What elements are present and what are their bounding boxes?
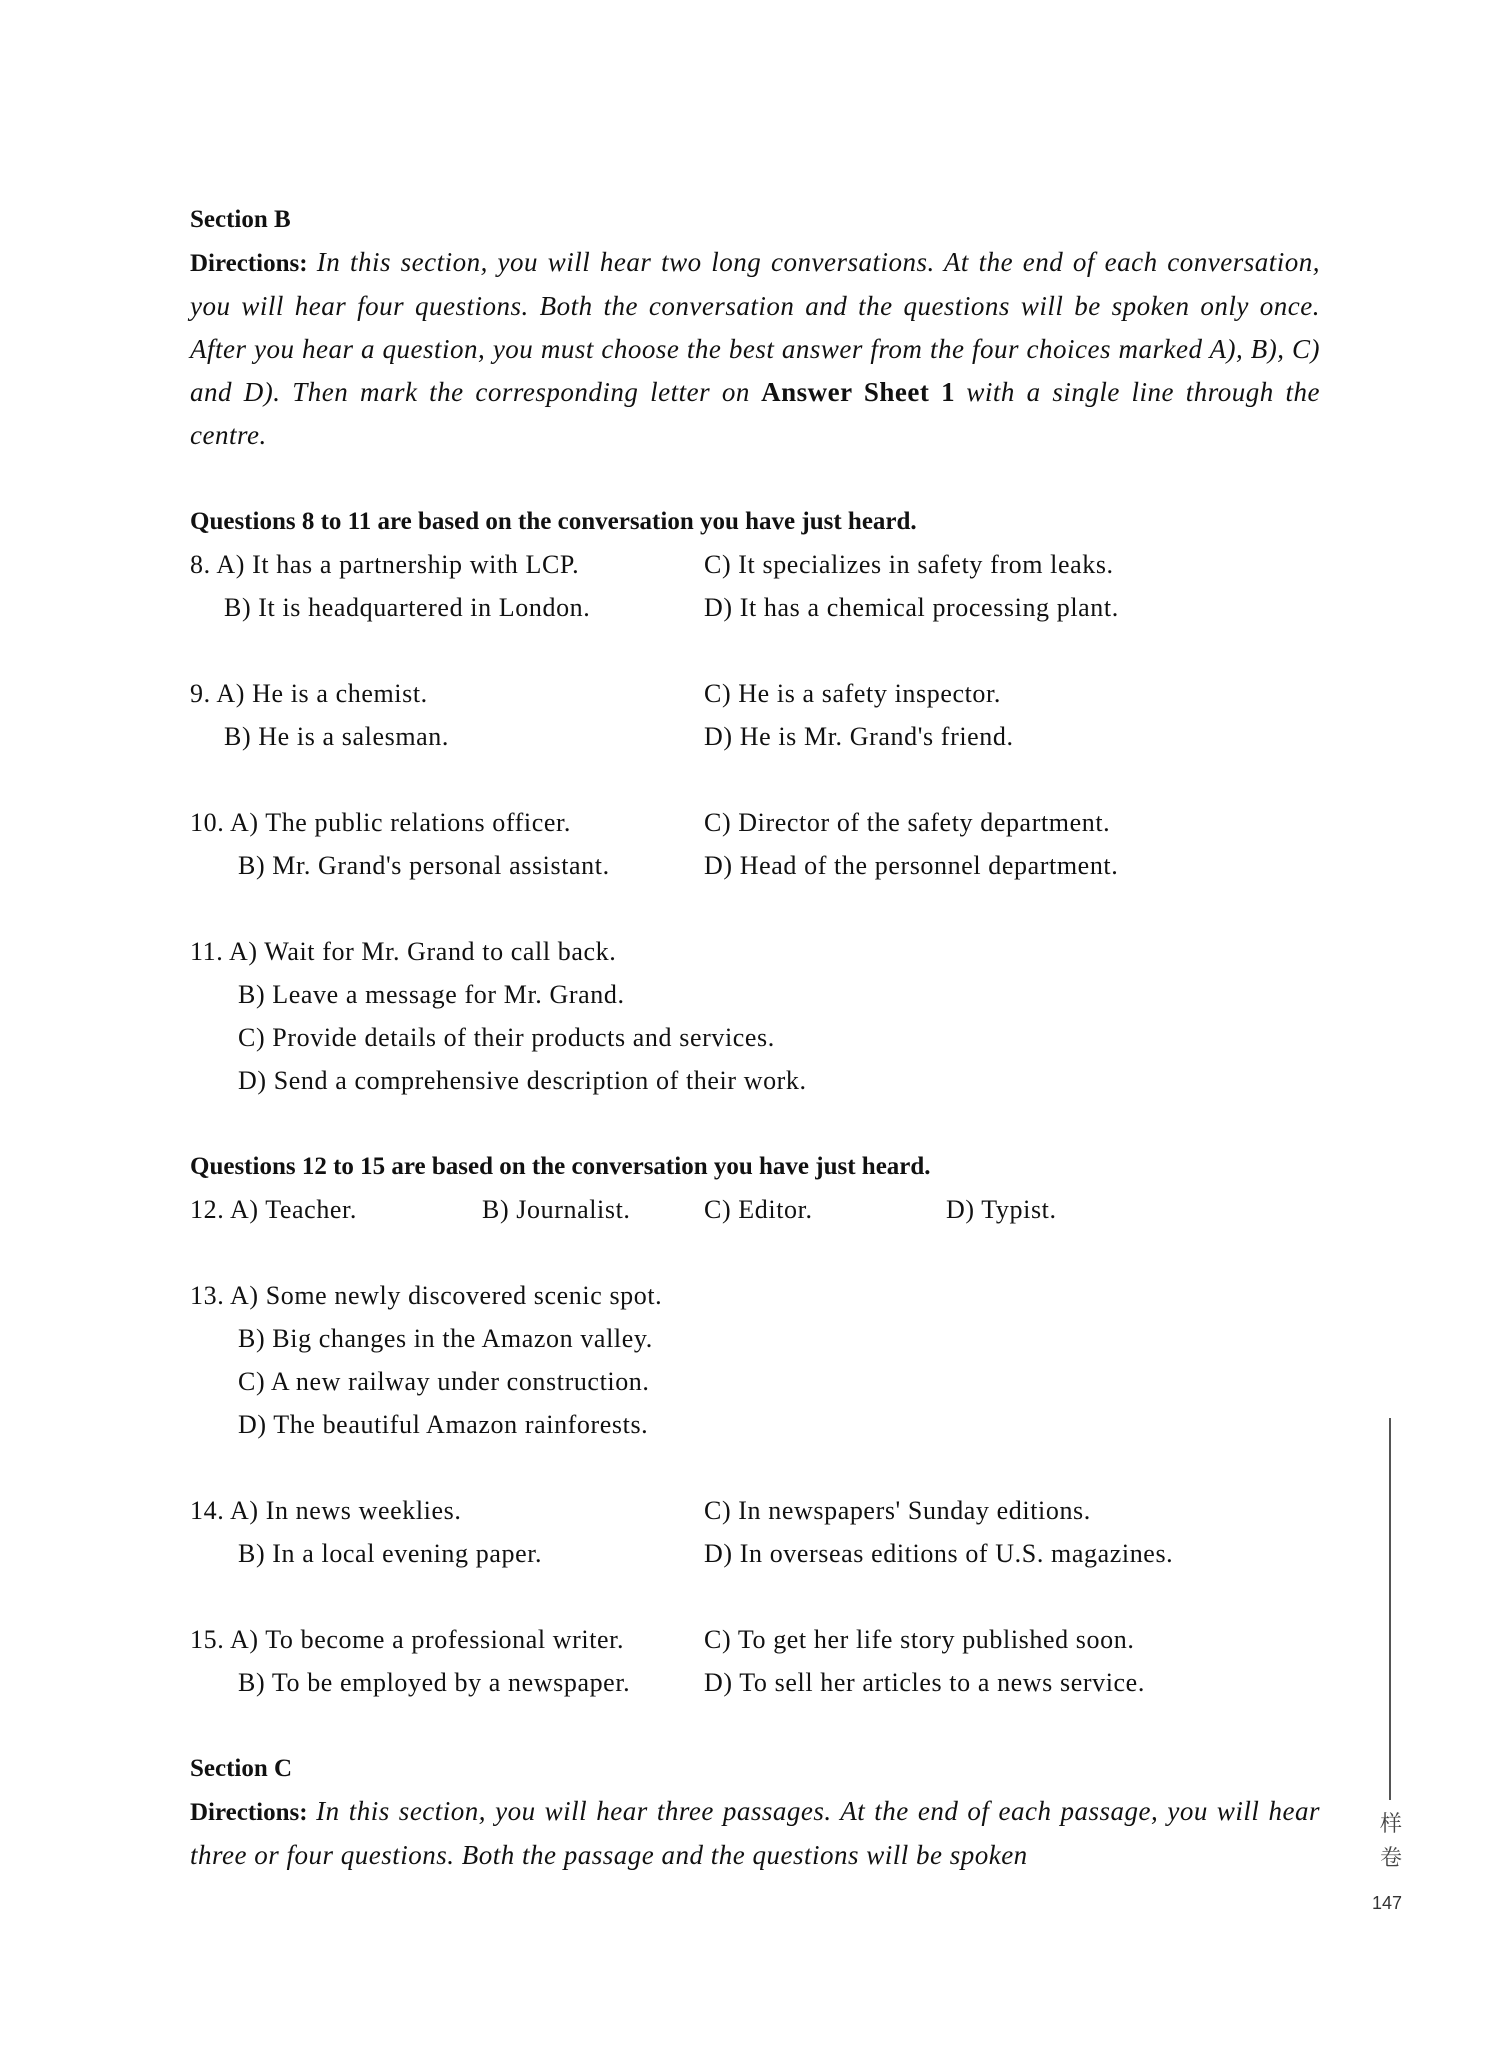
q14-option-b: B) In a local evening paper. (238, 1539, 543, 1568)
directions-text-1: In this section, you will hear two long conversations. At the end of each conversation, you will hear four questions. Both the conversation and the questions will be spoken only once. After you hear a question, you must choose the best answer from the four choices marked A), B), C) and D). Then mark the corresponding letter on (190, 247, 1320, 407)
directions-text: In this section, you will hear three passages. At the end of each passage, you will hear three or four questions. Both the passage and the questions will be spoken (190, 1796, 1320, 1870)
question-8 (190, 543, 1320, 629)
q8-option-b: B) It is headquartered in London. (224, 593, 591, 622)
q8-option-c: C) It specializes in safety from leaks. (704, 550, 1114, 579)
directions-text-2: with a single line through the centre. (190, 377, 1321, 450)
question-9 (190, 672, 1320, 758)
q13-option-d: D) The beautiful Amazon rainforests. (238, 1410, 649, 1439)
question-14 (190, 1489, 1320, 1575)
q15-option-c: C) To get her life story published soon. (704, 1625, 1135, 1654)
q13-option-a: 13. A) Some newly discovered scenic spot. (190, 1281, 663, 1310)
section-c-title: Section C (190, 1755, 293, 1782)
directions-label: Directions: (190, 1799, 308, 1826)
q11-option-c: C) Provide details of their products and services. (238, 1023, 775, 1052)
page-number: 147 (1372, 1893, 1403, 1913)
q12-option-c: C) Editor. (704, 1195, 813, 1224)
margin-rule (1389, 1418, 1391, 1800)
q11-option-b: B) Leave a message for Mr. Grand. (238, 980, 625, 1009)
q13-option-c: C) A new railway under construction. (238, 1367, 650, 1396)
q14-option-c: C) In newspapers' Sunday editions. (704, 1496, 1091, 1525)
q10-option-a: 10. A) The public relations officer. (190, 808, 571, 837)
q9-option-c: C) He is a safety inspector. (704, 679, 1001, 708)
q15-option-a: 15. A) To become a professional writer. (190, 1625, 625, 1654)
q8-option-d: D) It has a chemical processing plant. (704, 593, 1119, 622)
q12-option-a: 12. A) Teacher. (190, 1195, 357, 1224)
question-13 (190, 1274, 1320, 1446)
section-b-title: Section B (190, 206, 291, 233)
q10-option-c: C) Director of the safety department. (704, 808, 1111, 837)
q9-option-a: 9. A) He is a chemist. (190, 679, 428, 708)
question-11 (190, 930, 1320, 1102)
q9-option-b: B) He is a salesman. (224, 722, 450, 751)
question-10 (190, 801, 1320, 887)
q10-option-d: D) Head of the personnel department. (704, 851, 1119, 880)
directions-label: Directions: (190, 250, 308, 277)
answer-sheet-label: Answer Sheet 1 (761, 377, 956, 407)
section-b-directions (190, 241, 1320, 457)
q14-option-d: D) In overseas editions of U.S. magazines. (704, 1539, 1174, 1568)
q8-option-a: 8. A) It has a partnership with LCP. (190, 550, 580, 579)
q9-option-d: D) He is Mr. Grand's friend. (704, 722, 1014, 751)
group2-heading: Questions 12 to 15 are based on the conversation you have just heard. (190, 1153, 931, 1180)
group1-heading: Questions 8 to 11 are based on the conversation you have just heard. (190, 508, 917, 535)
question-15 (190, 1618, 1320, 1704)
section-c-directions (190, 1790, 1320, 1877)
q12-option-d: D) Typist. (946, 1195, 1057, 1224)
q13-option-b: B) Big changes in the Amazon valley. (238, 1324, 653, 1353)
q10-option-b: B) Mr. Grand's personal assistant. (238, 851, 610, 880)
q11-option-d: D) Send a comprehensive description of their work. (238, 1066, 807, 1095)
question-12 (190, 1188, 1320, 1231)
q11-option-a: 11. A) Wait for Mr. Grand to call back. (190, 937, 617, 966)
q12-option-b: B) Journalist. (482, 1195, 631, 1224)
q14-option-a: 14. A) In news weeklies. (190, 1496, 462, 1525)
q15-option-d: D) To sell her articles to a news service. (704, 1668, 1145, 1697)
exam-page (190, 198, 1320, 1877)
q15-option-b: B) To be employed by a newspaper. (238, 1668, 631, 1697)
sample-paper-label: 样卷 (1379, 1812, 1402, 1871)
